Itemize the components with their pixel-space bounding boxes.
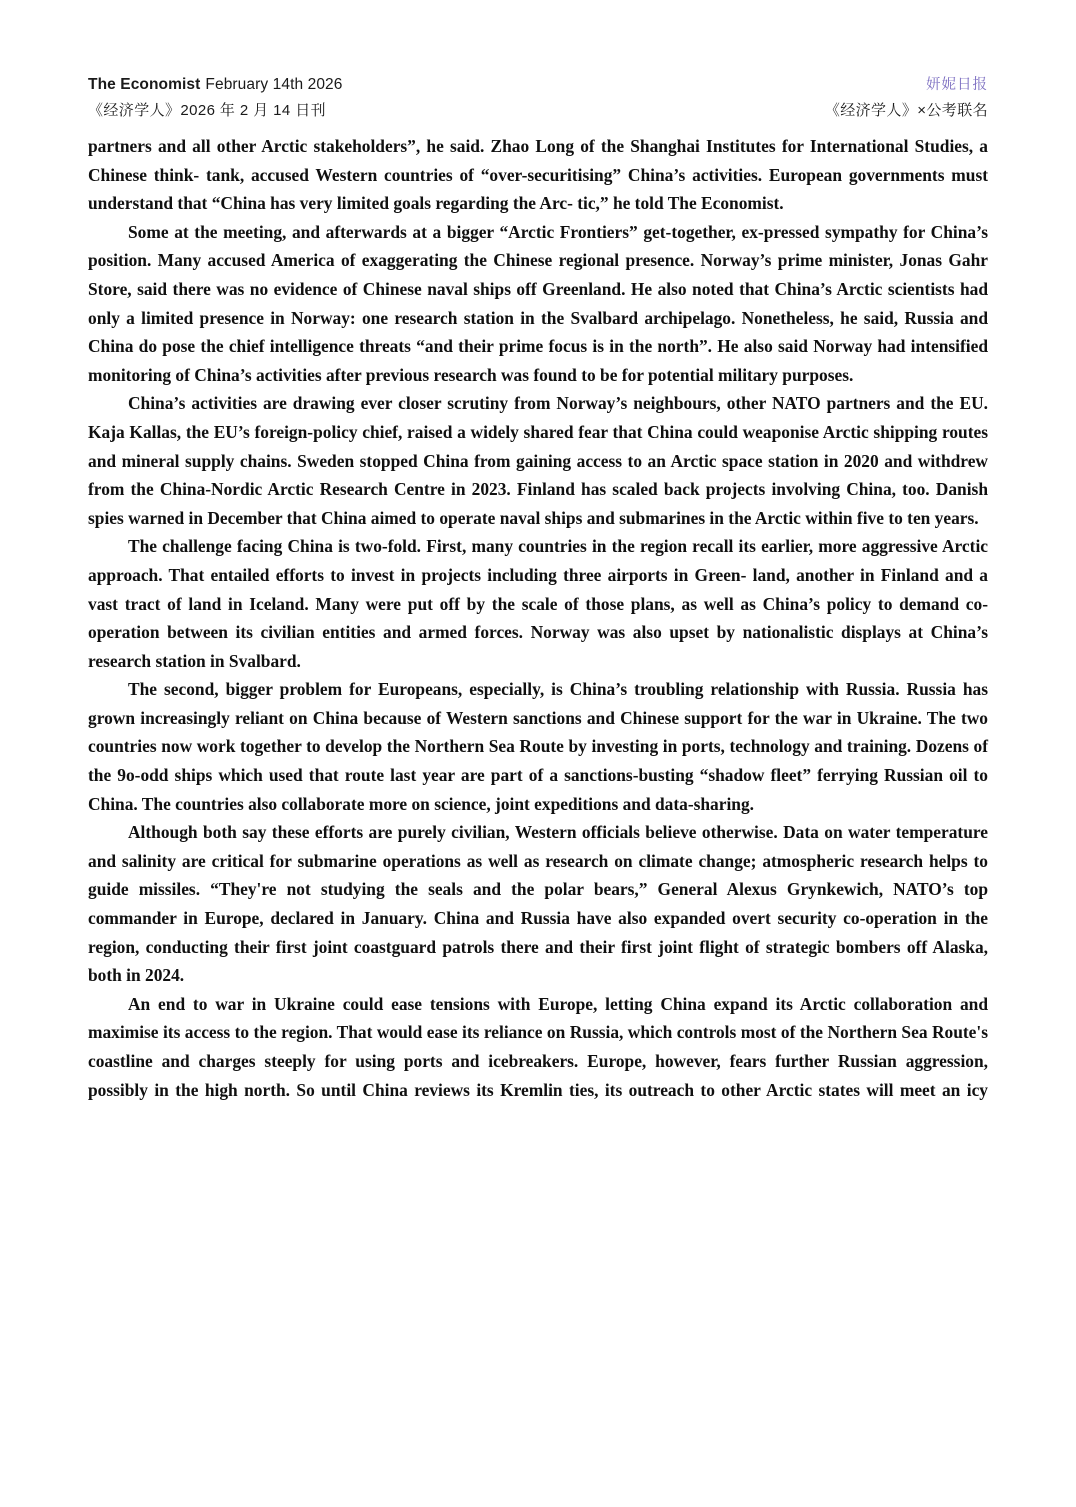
publication-brand: The Economist	[88, 76, 201, 93]
header-row-english	[88, 72, 988, 98]
article-body	[88, 132, 988, 1104]
header-row-chinese	[88, 98, 988, 124]
issue-date-english: February 14th 2026	[205, 76, 343, 93]
article-paragraph: The second, bigger problem for Europeans, especially, is China’s troubling relationship with Russia. Russia has grown increasingly reliant on China because of Western sanctions and Chinese support for the war in Ukraine. The two countries now work together to develop the Northern Sea Route by investing in ports, technology and training. Dozens of the 9o-odd ships which used that route last year are part of a sanctions-busting “shadow fleet” ferrying Russian oil to China. The countries also collaborate more on science, joint expeditions and data-sharing.	[88, 679, 988, 814]
article-paragraph: China’s activities are drawing ever closer scrutiny from Norway’s neighbours, other NATO partners and the EU. Kaja Kallas, the EU’s foreign-policy chief, raised a widely shared fear that China could weaponise Arctic shipping routes and mineral supply chains. Sweden stopped China from gaining access to an Arctic space station in 2020 and withdrew from the China-Nordic Arctic Research Centre in 2023. Finland has scaled back projects involving China, too. Danish spies warned in December that China aimed to operate naval ships and submarines in the Arctic within five to ten years.	[88, 393, 988, 528]
publication-brand-line	[88, 72, 343, 98]
running-header	[88, 72, 988, 124]
article-paragraph: The challenge facing China is two-fold. First, many countries in the region recall its earlier, more aggressive Arctic approach. That entailed efforts to invest in projects including three airports in Green- land, another in Finland and a vast tract of land in Iceland. Many were put off by the scale of those plans, as well as China’s policy to demand co-operation between its civilian entities and armed forces. Norway was also upset by nationalistic displays at China’s research station in Svalbard.	[88, 536, 988, 671]
partner-brand-chinese: 妍妮日报	[926, 77, 988, 93]
article-paragraph: Although both say these efforts are purely civilian, Western officials believe otherwise. Data on water temperature and salinity are critical for submarine operations as well as research on climate change; atmospheric research helps to guide missiles. “They're not studying the seals and the polar bears,” General Alexus Grynkewich, NATO’s top commander in Europe, declared in January. China and Russia have also expanded overt security co-operation in the region, conducting their first joint coastguard patrols there and their first joint flight of strategic bombers off Alaska, both in 2024.	[88, 822, 988, 986]
issue-date-chinese: 《经济学人》2026 年 2 月 14 日刊	[88, 102, 327, 119]
article-paragraph: Some at the meeting, and afterwards at a bigger “Arctic Frontiers” get-together, ex-pressed sympathy for China’s position. Many accused America of exaggerating the Chinese regional presence. Norway’s prime minister, Jonas Gahr Store, said there was no evidence of Chinese naval ships off Greenland. He also noted that China’s Arctic scientists had only a limited presence in Norway: one research station in the Svalbard archipelago. Nonetheless, he said, Russia and China do pose the chief intelligence threats “and their prime focus is in the north”. He also said Norway had intensified monitoring of China’s activities after previous research was found to be for potential military purposes.	[88, 221, 988, 385]
co-branding-chinese: 《经济学人》×公考联名	[824, 102, 988, 119]
article-paragraph: An end to war in Ukraine could ease tensions with Europe, letting China expand its Arctic collaboration and maximise its access to the region. That would ease its reliance on Russia, which controls most of the Northern Sea Route's coastline and charges steeply for using ports and icebreakers. Europe, however, fears further Russian aggression, possibly in the high north. So until China reviews its Kremlin ties, its outreach to other Arctic states will meet an icy	[88, 993, 988, 1100]
article-paragraph: partners and all other Arctic stakeholders”, he said. Zhao Long of the Shanghai Institutes for International Studies, a Chinese think- tank, accused Western countries of “over-securitising” China’s activities. European governments must understand that “China has very limited goals regarding the Arc- tic,” he told The Economist.	[88, 136, 988, 214]
